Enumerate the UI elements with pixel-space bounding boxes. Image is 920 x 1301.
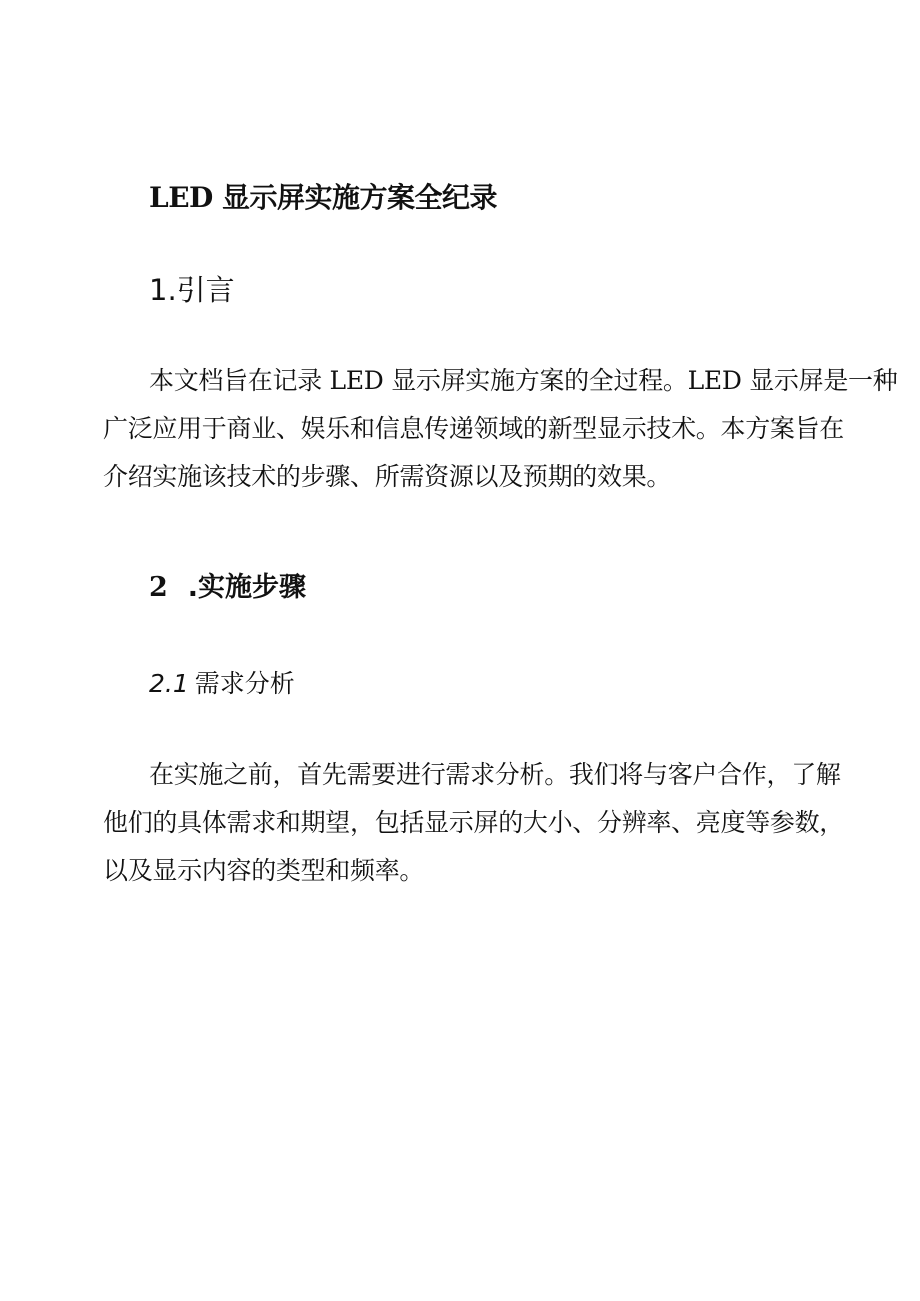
subsection-title: 需求分析	[194, 669, 295, 698]
section-heading-implementation-steps	[149, 565, 306, 604]
subsection-heading-requirements-analysis	[149, 664, 295, 700]
paragraph-line: 以及显示内容的类型和频率。	[103, 856, 425, 885]
paragraph-line: 在实施之前，首先需要进行需求分析。我们将与客户合作，了解	[149, 760, 841, 789]
section-heading-introduction: 1.引言	[149, 273, 235, 307]
subsection-number: 2.1	[149, 669, 189, 698]
document-title: LED 显示屏实施方案全纪录	[149, 181, 498, 214]
paragraph-line: 介绍实施该技术的步骤、所需资源以及预期的效果。	[103, 462, 672, 491]
paragraph-line: 他们的具体需求和期望，包括显示屏的大小、分辨率、亮度等参数，	[103, 808, 845, 837]
section-number: 2	[149, 572, 168, 603]
requirements-paragraph	[103, 751, 845, 895]
section-heading-text: .实施步骤	[187, 572, 307, 603]
paragraph-line: 本文档旨在记录 LED 显示屏实施方案的全过程。LED 显示屏是一种	[149, 366, 898, 395]
introduction-paragraph	[103, 357, 898, 501]
paragraph-line: 广泛应用于商业、娱乐和信息传递领域的新型显示技术。本方案旨在	[103, 414, 845, 443]
